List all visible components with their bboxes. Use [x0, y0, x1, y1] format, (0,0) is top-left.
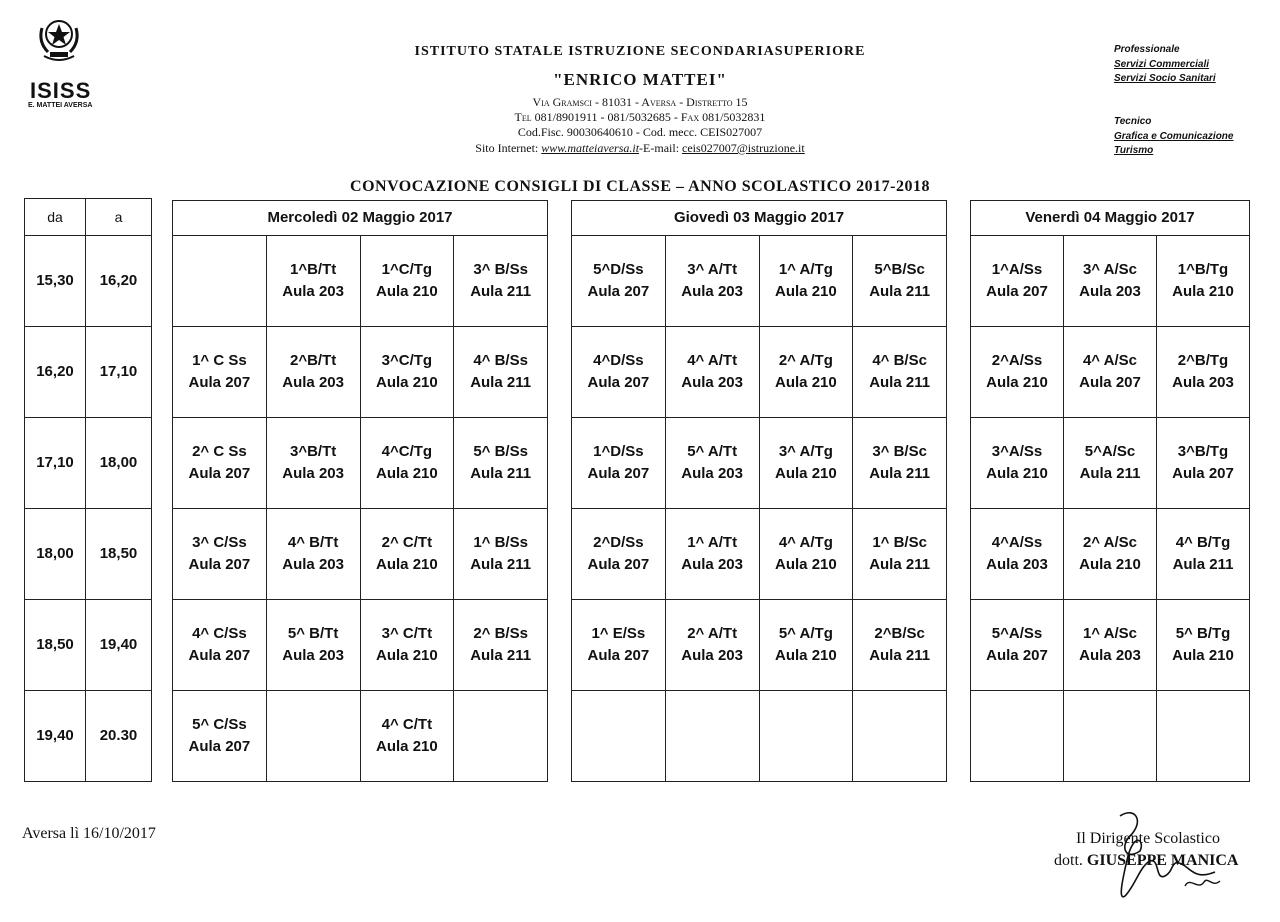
slot-start: 19,40	[25, 691, 86, 782]
class-cell	[360, 236, 454, 327]
class-code: 2^ B/Ss	[473, 625, 528, 642]
class-code: 1^ A/Sc	[1082, 625, 1138, 642]
day-table-friday	[970, 200, 1250, 782]
class-cell	[1064, 236, 1157, 327]
class-code: 2^ C Ss	[192, 443, 247, 460]
day-table-wednesday	[172, 200, 548, 782]
class-code: 3^B/Tg	[1177, 443, 1229, 460]
class-code: 3^ A/Tt	[687, 261, 738, 278]
classroom: Aula 211	[869, 283, 931, 300]
class-cell	[759, 509, 853, 600]
class-code: 3^ C/Ss	[192, 534, 247, 551]
class-code: 2^D/Ss	[593, 534, 644, 551]
classroom: Aula 207	[587, 374, 650, 391]
class-code: 3^ A/Tg	[778, 443, 833, 460]
website-link[interactable]: www.matteiaversa.it	[541, 141, 640, 155]
schedule-row	[971, 600, 1250, 691]
slot-end: 18,00	[86, 418, 152, 509]
class-code: 4^ B/Ss	[473, 352, 528, 369]
email-label: -E-mail:	[639, 141, 683, 155]
classroom: Aula 210	[376, 647, 438, 664]
class-code: 4^ A/Tg	[778, 534, 833, 551]
class-cell	[1157, 691, 1250, 782]
class-cell	[1157, 236, 1250, 327]
classroom: Aula 207	[587, 647, 650, 664]
document-title: CONVOCAZIONE CONSIGLI DI CLASSE – ANNO SCOLASTICO 2017-2018	[350, 178, 930, 195]
class-cell	[665, 691, 759, 782]
class-code: 4^ B/Tg	[1175, 534, 1231, 551]
side-item-servizi-socio: Servizi Socio Sanitari	[1114, 73, 1216, 84]
schedule-row	[971, 509, 1250, 600]
classroom: Aula 211	[869, 647, 931, 664]
classroom: Aula 203	[681, 283, 743, 300]
class-code: 1^ C Ss	[192, 352, 247, 369]
day-title: Giovedì 03 Maggio 2017	[572, 201, 947, 236]
class-cell	[173, 236, 267, 327]
class-cell	[1157, 418, 1250, 509]
classroom: Aula 210	[376, 465, 438, 482]
classroom: Aula 211	[1172, 556, 1234, 573]
class-cell	[173, 600, 267, 691]
classroom: Aula 210	[775, 374, 837, 391]
class-cell	[572, 509, 666, 600]
signatory-title: dott.	[1054, 852, 1087, 869]
schedule-row	[173, 691, 548, 782]
class-cell	[971, 327, 1064, 418]
classroom: Aula 210	[775, 556, 837, 573]
slot-end: 20.30	[86, 691, 152, 782]
day-table-thursday	[571, 200, 947, 782]
class-code: 3^ B/Ss	[473, 261, 528, 278]
class-cell	[853, 509, 947, 600]
class-cell	[665, 236, 759, 327]
class-code: 5^ B/Tg	[1175, 625, 1231, 642]
class-cell	[454, 600, 548, 691]
class-cell	[360, 418, 454, 509]
class-cell	[971, 236, 1064, 327]
classroom: Aula 207	[188, 647, 251, 664]
classroom: Aula 207	[587, 556, 650, 573]
class-cell	[266, 327, 360, 418]
slot-start: 16,20	[25, 327, 86, 418]
header-from: da	[25, 199, 86, 236]
classroom: Aula 211	[1079, 465, 1141, 482]
class-cell	[853, 327, 947, 418]
class-cell	[360, 327, 454, 418]
time-slots-table	[24, 198, 152, 782]
classroom: Aula 203	[282, 647, 344, 664]
class-code: 4^ B/Tt	[287, 534, 339, 551]
classroom: Aula 207	[188, 738, 251, 755]
classroom: Aula 211	[869, 465, 931, 482]
classroom: Aula 203	[282, 556, 344, 573]
classroom: Aula 203	[1079, 647, 1141, 664]
slot-start: 15,30	[25, 236, 86, 327]
class-code: 5^ B/Tt	[287, 625, 339, 642]
class-cell	[759, 691, 853, 782]
class-code: 1^A/Ss	[991, 261, 1043, 278]
classroom: Aula 210	[775, 283, 837, 300]
slot-end: 18,50	[86, 509, 152, 600]
class-code: 2^B/Tt	[289, 352, 337, 369]
class-cell	[665, 327, 759, 418]
class-code: 5^ B/Ss	[473, 443, 528, 460]
class-cell	[173, 691, 267, 782]
classroom: Aula 203	[282, 283, 344, 300]
schedule-row	[572, 509, 947, 600]
classroom: Aula 210	[986, 465, 1048, 482]
school-logo-subtitle: E. MATTEI AVERSA	[28, 102, 93, 109]
class-cell	[759, 236, 853, 327]
classroom: Aula 207	[587, 283, 650, 300]
class-code: 3^A/Ss	[991, 443, 1043, 460]
handwritten-signature	[1090, 806, 1240, 906]
class-cell	[572, 327, 666, 418]
class-code: 5^B/Sc	[874, 261, 925, 278]
class-cell	[454, 509, 548, 600]
class-cell	[759, 418, 853, 509]
header-to: a	[86, 199, 152, 236]
class-cell	[266, 691, 360, 782]
class-code: 4^C/Tg	[381, 443, 433, 460]
class-code: 2^B/Tg	[1177, 352, 1229, 369]
classroom: Aula 210	[775, 465, 837, 482]
classroom: Aula 210	[376, 738, 438, 755]
class-cell	[759, 600, 853, 691]
schedule-row	[572, 418, 947, 509]
class-cell	[572, 236, 666, 327]
class-code: 5^A/Sc	[1084, 443, 1136, 460]
class-code: 5^A/Ss	[991, 625, 1043, 642]
classroom: Aula 211	[470, 374, 532, 391]
class-code: 1^C/Tg	[381, 261, 433, 278]
signatory-role: Il Dirigente Scolastico	[1076, 830, 1220, 847]
class-cell	[173, 418, 267, 509]
slot-end: 17,10	[86, 327, 152, 418]
signatory-fullname: GIUSEPPE MANICA	[1086, 852, 1239, 869]
class-cell	[572, 600, 666, 691]
schedule-row	[572, 600, 947, 691]
class-code: 4^ C/Tt	[381, 716, 433, 733]
class-cell	[1157, 509, 1250, 600]
classroom: Aula 203	[1079, 283, 1141, 300]
school-contacts	[380, 141, 900, 156]
schedule-row	[173, 418, 548, 509]
class-code: 2^ A/Tt	[687, 625, 738, 642]
classroom: Aula 207	[188, 374, 251, 391]
class-cell	[173, 509, 267, 600]
class-code: 1^ B/Sc	[872, 534, 927, 551]
class-cell	[971, 691, 1064, 782]
place-and-date: Aversa lì 16/10/2017	[22, 825, 156, 842]
side-item-turismo: Turismo	[1114, 145, 1154, 156]
class-code: 2^ A/Tg	[778, 352, 833, 369]
class-cell	[454, 418, 548, 509]
schedule-row	[173, 236, 548, 327]
schedule-row	[572, 327, 947, 418]
classroom: Aula 203	[681, 556, 743, 573]
schedule-row	[971, 327, 1250, 418]
class-code: 4^D/Ss	[593, 352, 644, 369]
classroom: Aula 211	[869, 556, 931, 573]
classroom: Aula 210	[1172, 283, 1234, 300]
class-cell	[360, 691, 454, 782]
class-cell	[454, 327, 548, 418]
class-cell	[759, 327, 853, 418]
classroom: Aula 211	[470, 556, 532, 573]
class-code: 1^B/Tg	[1177, 261, 1229, 278]
side-heading-professionale: Professionale	[1114, 44, 1180, 55]
republic-emblem-icon	[36, 12, 82, 64]
side-item-servizi-commerciali: Servizi Commerciali	[1114, 59, 1210, 70]
schedule-row	[173, 600, 548, 691]
class-code: 3^ B/Sc	[872, 443, 927, 460]
class-cell	[971, 418, 1064, 509]
schedule-row	[971, 236, 1250, 327]
side-heading-tecnico: Tecnico	[1114, 116, 1152, 127]
class-code: 4^A/Ss	[991, 534, 1043, 551]
schedule-row	[572, 236, 947, 327]
slot-start: 17,10	[25, 418, 86, 509]
school-address: Via Gramsci - 81031 - Aversa - Distretto 15	[532, 95, 748, 109]
class-cell	[360, 600, 454, 691]
schedule-row	[173, 327, 548, 418]
class-code: 4^ A/Sc	[1082, 352, 1138, 369]
class-code: 4^ B/Sc	[872, 352, 927, 369]
class-cell	[665, 600, 759, 691]
classroom: Aula 211	[869, 374, 931, 391]
class-cell	[572, 691, 666, 782]
class-cell	[853, 418, 947, 509]
class-code: 3^ C/Tt	[381, 625, 433, 642]
class-cell	[266, 418, 360, 509]
class-cell	[1157, 327, 1250, 418]
classroom: Aula 210	[1172, 647, 1234, 664]
classroom: Aula 211	[470, 647, 532, 664]
class-cell	[1064, 691, 1157, 782]
class-code: 1^ E/Ss	[591, 625, 646, 642]
side-item-grafica: Grafica e Comunicazione	[1114, 131, 1234, 142]
class-cell	[971, 509, 1064, 600]
classroom: Aula 203	[681, 647, 743, 664]
day-title: Venerdì 04 Maggio 2017	[971, 201, 1250, 236]
class-code: 5^ A/Tt	[687, 443, 738, 460]
class-code: 2^ A/Sc	[1082, 534, 1138, 551]
class-code: 2^ C/Tt	[381, 534, 433, 551]
class-code: 1^ B/Ss	[473, 534, 528, 551]
classroom: Aula 207	[188, 556, 251, 573]
class-cell	[665, 418, 759, 509]
class-cell	[454, 691, 548, 782]
classroom: Aula 203	[282, 465, 344, 482]
day-title: Mercoledì 02 Maggio 2017	[173, 201, 548, 236]
class-cell	[665, 509, 759, 600]
class-code: 4^ A/Tt	[687, 352, 738, 369]
class-code: 5^ C/Ss	[192, 716, 247, 733]
class-cell	[572, 418, 666, 509]
school-phone: Tel 081/8901911 - 081/5032685 - Fax 081/5032831	[514, 110, 766, 124]
slot-end: 16,20	[86, 236, 152, 327]
class-code: 3^B/Tt	[289, 443, 337, 460]
class-code: 1^D/Ss	[593, 443, 644, 460]
class-cell	[454, 236, 548, 327]
slot-start: 18,00	[25, 509, 86, 600]
class-code: 2^B/Sc	[874, 625, 925, 642]
schedule-row	[572, 691, 947, 782]
class-cell	[853, 691, 947, 782]
email-link[interactable]: ceis027007@istruzione.it	[682, 141, 805, 155]
classroom: Aula 203	[282, 374, 344, 391]
schedule-row	[971, 691, 1250, 782]
classroom: Aula 207	[587, 465, 650, 482]
classroom: Aula 207	[1172, 465, 1234, 482]
classroom: Aula 210	[376, 374, 438, 391]
class-code: 1^ A/Tg	[778, 261, 833, 278]
class-code: 5^D/Ss	[593, 261, 644, 278]
class-code: 3^C/Tg	[381, 352, 433, 369]
classroom: Aula 203	[681, 374, 743, 391]
classroom: Aula 211	[470, 283, 532, 300]
class-cell	[266, 236, 360, 327]
school-type-heading: ISTITUTO STATALE ISTRUZIONE SECONDARIASUPERIORE	[414, 44, 866, 59]
classroom: Aula 207	[1079, 374, 1141, 391]
class-code: 2^A/Ss	[991, 352, 1043, 369]
classroom: Aula 210	[775, 647, 837, 664]
classroom: Aula 210	[376, 556, 438, 573]
slot-start: 18,50	[25, 600, 86, 691]
class-cell	[173, 327, 267, 418]
class-code: 4^ C/Ss	[192, 625, 247, 642]
classroom: Aula 207	[986, 647, 1048, 664]
class-code: 5^ A/Tg	[778, 625, 833, 642]
class-cell	[360, 509, 454, 600]
classroom: Aula 203	[1172, 374, 1234, 391]
classroom: Aula 210	[1079, 556, 1141, 573]
web-label: Sito Internet:	[475, 141, 542, 155]
school-logo: ISISS	[30, 78, 92, 103]
class-cell	[266, 509, 360, 600]
class-cell	[266, 600, 360, 691]
classroom: Aula 211	[470, 465, 532, 482]
class-cell	[1064, 600, 1157, 691]
classroom: Aula 203	[681, 465, 743, 482]
class-cell	[1157, 600, 1250, 691]
class-code: 1^B/Tt	[289, 261, 337, 278]
class-cell	[1064, 509, 1157, 600]
classroom: Aula 207	[188, 465, 251, 482]
class-cell	[853, 236, 947, 327]
school-codes: Cod.Fisc. 90030640610 - Cod. mecc. CEIS027007	[517, 125, 763, 139]
classroom: Aula 207	[986, 283, 1048, 300]
class-code: 1^ A/Tt	[687, 534, 738, 551]
schedule-row	[971, 418, 1250, 509]
slot-end: 19,40	[86, 600, 152, 691]
class-cell	[1064, 327, 1157, 418]
classroom: Aula 203	[986, 556, 1048, 573]
school-name: "ENRICO MATTEI"	[553, 70, 727, 89]
classroom: Aula 210	[986, 374, 1048, 391]
class-cell	[971, 600, 1064, 691]
class-cell	[853, 600, 947, 691]
classroom: Aula 210	[376, 283, 438, 300]
class-code: 3^ A/Sc	[1082, 261, 1138, 278]
class-cell	[1064, 418, 1157, 509]
schedule-row	[173, 509, 548, 600]
